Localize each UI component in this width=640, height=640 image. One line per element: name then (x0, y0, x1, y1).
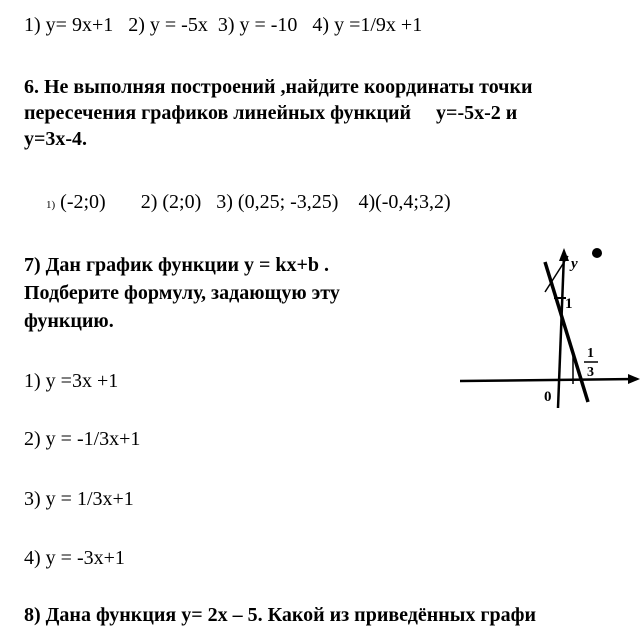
y-axis-arrowhead (559, 248, 569, 261)
q6-option-1-number: 1) (46, 199, 56, 211)
q8-text-line-1: 8) Дана функция y= 2x – 5. Какой из приведённых графи (24, 604, 536, 626)
origin-label: 0 (544, 389, 552, 405)
q7-option-2: 2) y = -1/3x+1 (24, 428, 141, 450)
q6-text-line-1: 6. Не выполняя построений ,найдите координаты точки (24, 76, 533, 98)
q6-text-line-3: y=3x-4. (24, 128, 88, 150)
q7-option-3: 3) y = 1/3x+1 (24, 488, 134, 510)
q6-options-text: (-2;0) 2) (2;0) 3) (0,25; -3,25) 4)(-0,4;3,2) (60, 191, 451, 213)
q7-option-4: 4) y = -3x+1 (24, 547, 125, 569)
q7-option-1: 1) y =3x +1 (24, 370, 119, 392)
q7-text-line-2: Подберите формулу, задающую эту (24, 282, 340, 304)
y-axis-label: y (571, 256, 578, 272)
q7-text-line-1: 7) Дан график функции y = kx+b . (24, 254, 330, 276)
x-tick-label-numerator: 1 (587, 346, 594, 361)
x-tick-label-denominator: 3 (587, 365, 594, 380)
x-axis-arrowhead (628, 374, 640, 384)
y-axis (558, 254, 564, 408)
q6-text-line-2: пересечения графиков линейных функций y=-5x-2 и (24, 102, 518, 124)
previous-options-line: 1) y= 9x+1 2) y = -5x 3) y = -10 4) y =1/9x +1 (24, 14, 423, 36)
x-axis (460, 379, 636, 381)
y-tick-label: 1 (565, 296, 573, 312)
q7-text-line-3: функцию. (24, 310, 114, 332)
ink-dot (592, 248, 602, 258)
